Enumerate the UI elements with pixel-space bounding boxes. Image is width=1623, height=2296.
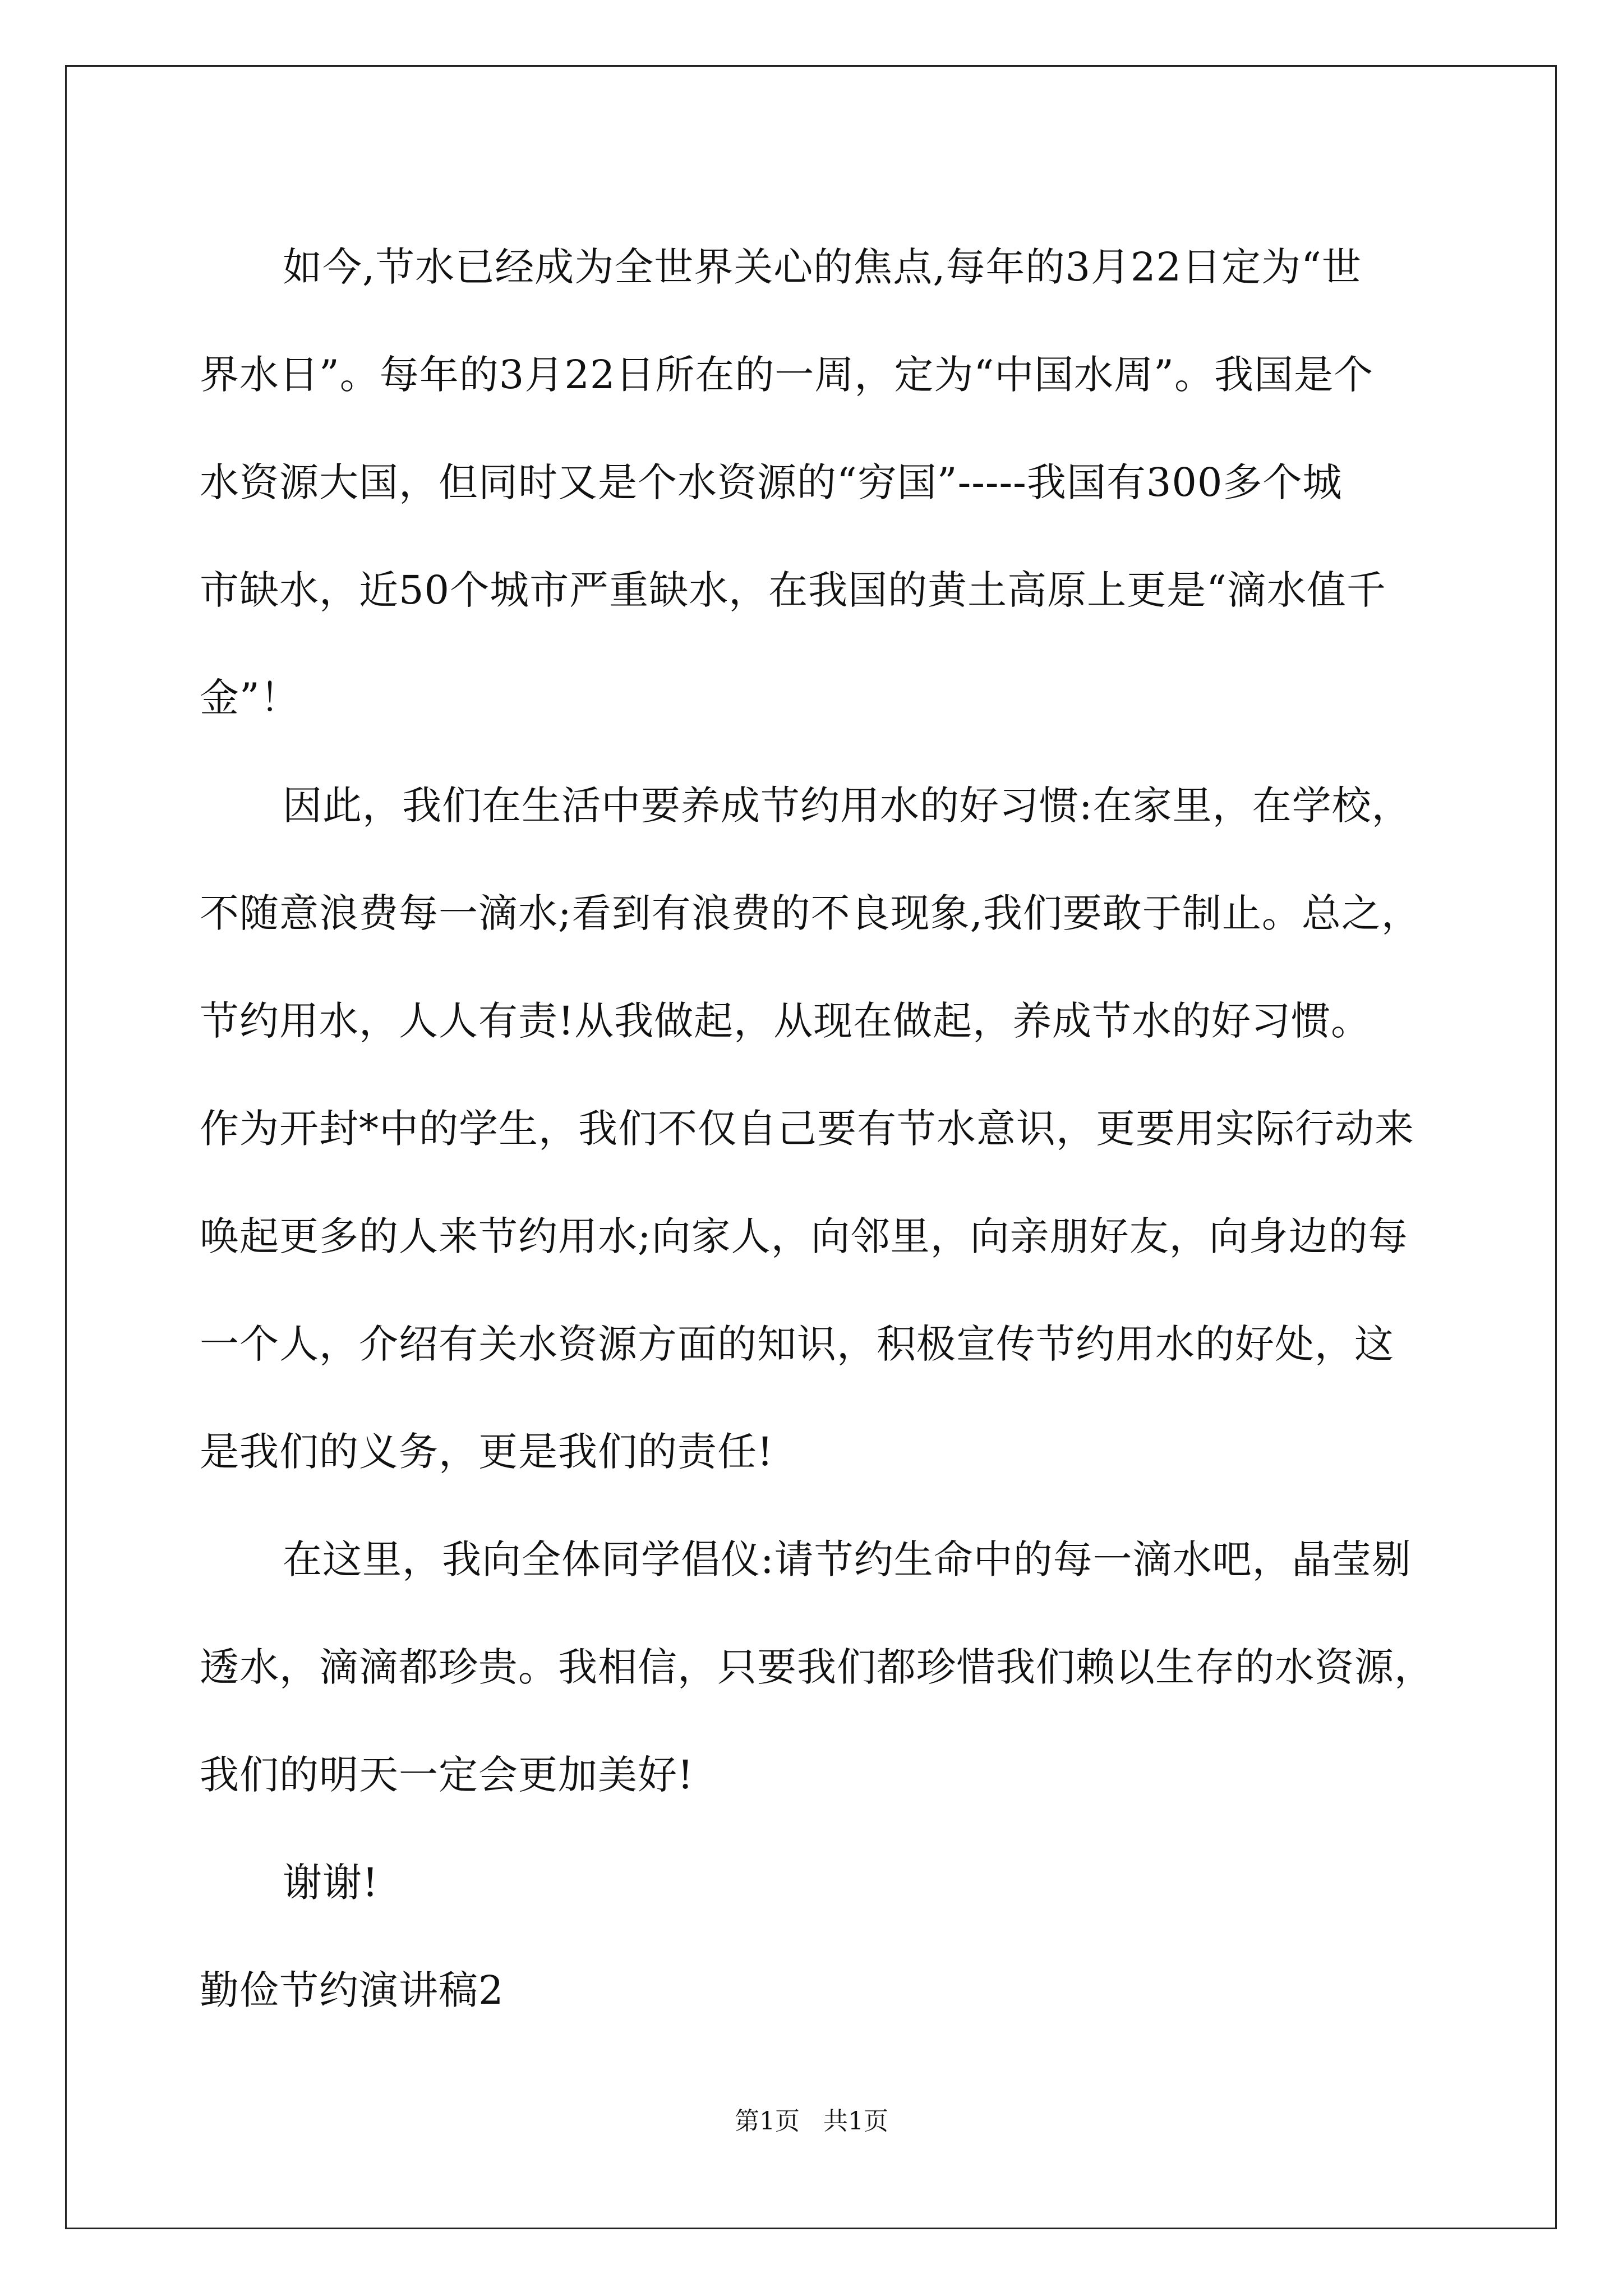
- document-body: [200, 213, 1434, 2044]
- paragraph-line: 金”！: [200, 675, 300, 721]
- paragraph-line: 一个人，介绍有关水资源方面的知识，积极宣传节约用水的好处，这: [200, 1321, 1394, 1367]
- paragraph-line: 唤起更多的人来节约用水;向家人，向邻里，向亲朋好友，向身边的每: [200, 1213, 1408, 1259]
- page-number-label: 第1页 共1页: [735, 2107, 888, 2136]
- paragraph-line: 作为开封*中的学生，我们不仅自己要有节水意识，更要用实际行动来: [200, 1106, 1414, 1152]
- page-footer: [0, 2105, 1623, 2138]
- paragraph-line: 界水日”。每年的3月22日所在的一周，定为“中国水周”。我国是个: [200, 352, 1373, 398]
- closing-thanks: 谢谢!: [283, 1860, 379, 1906]
- paragraph-line: 节约用水，人人有责!从我做起，从现在做起，养成节水的好习惯。: [200, 998, 1371, 1044]
- paragraph-line: 不随意浪费每一滴水;看到有浪费的不良现象,我们要敢于制止。总之，: [200, 890, 1421, 936]
- paragraph-line: 是我们的义务，更是我们的责任!: [200, 1429, 774, 1475]
- paragraph-line: 市缺水，近50个城市严重缺水，在我国的黄土高原上更是“滴水值千: [200, 567, 1386, 613]
- paragraph-line: 透水，滴滴都珍贵。我相信，只要我们都珍惜我们赖以生存的水资源，: [200, 1644, 1434, 1690]
- paragraph-line: 因此，我们在生活中要养成节约用水的好习惯:在家里，在学校，: [283, 783, 1412, 829]
- paragraph-line: 水资源大国，但同时又是个水资源的“穷国”-----我国有300多个城: [200, 459, 1343, 505]
- paragraph-line: 我们的明天一定会更加美好!: [200, 1752, 694, 1798]
- paragraph-line: 如今,节水已经成为全世界关心的焦点,每年的3月22日定为“世: [283, 244, 1362, 290]
- paragraph-line: 在这里，我向全体同学倡仪:请节约生命中的每一滴水吧，晶莹剔: [283, 1536, 1412, 1582]
- section-heading: 勤俭节约演讲稿2: [200, 1967, 504, 2013]
